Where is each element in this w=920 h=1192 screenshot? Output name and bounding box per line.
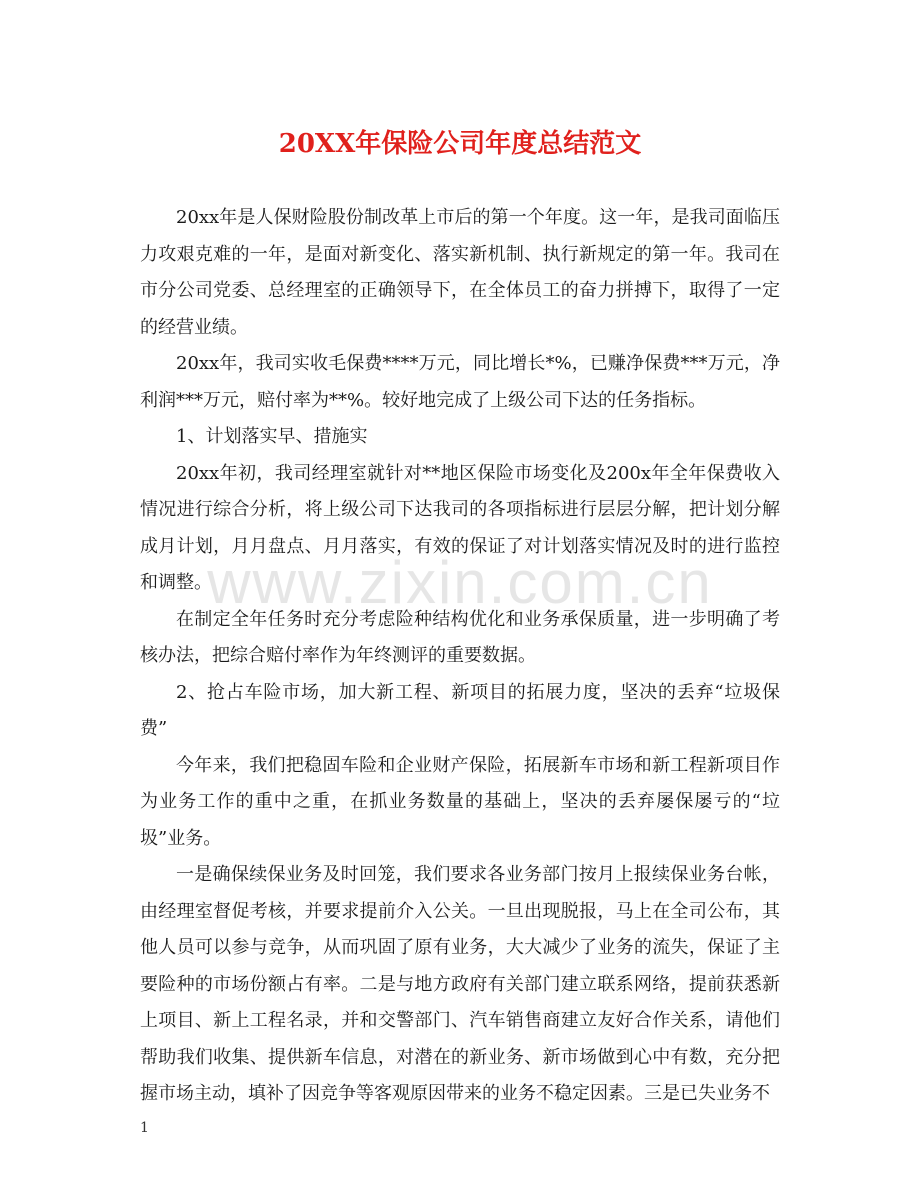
paragraph: 20xx年是人保财险股份制改革上市后的第一个年度。这一年，是我司面临压力攻艰克难的一年，是面对新变化、落实新机制、执行新规定的第一年。我司在市分公司党委、总经理室的正确领导下，在全体员工的奋力拼搏下，取得了一定的经营业绩。: [140, 207, 780, 338]
watermark: www.zixin.com.cn: [207, 549, 713, 616]
paragraph: 20xx年，我司实收毛保费****万元，同比增长*%，已赚净保费***万元，净利润***万元，赔付率为**%。较好地完成了上级公司下达的任务指标。: [140, 353, 780, 411]
paragraph: 一是确保续保业务及时回笼，我们要求各业务部门按月上报续保业务台帐，由经理室督促考核，并要求提前介入公关。一旦出现脱报，马上在全司公布，其他人员可以参与竞争，从而巩固了原有业务，大大减少了业务的流失，保证了主要险种的市场份额占有率。二是与地方政府有关部门建立联系网络，提前获悉新上项目、新上工程名录，并和交警部门、汽车销售商建立友好合作关系，请他们帮助我们收集、提供新车信息，对潜在的新业务、新市场做到心中有数，充分把握市场主动，填补了因竞争等客观原因带来的业务不稳定因素。三是已失业务不: [140, 864, 780, 1104]
document-title: 20XX年保险公司年度总结范文: [278, 129, 642, 159]
paragraph: 在制定全年任务时充分考虑险种结构优化和业务承保质量，进一步明确了考核办法，把综合赔付率作为年终测评的重要数据。: [140, 608, 780, 666]
paragraph: 今年来，我们把稳固车险和企业财产保险，拓展新车市场和新工程新项目作为业务工作的重中之重，在抓业务数量的基础上，坚决的丢弃屡保屡亏的“垃圾”业务。: [140, 754, 780, 849]
paragraph: 20xx年初，我司经理室就针对**地区保险市场变化及200x年全年保费收入情况进行综合分析，将上级公司下达我司的各项指标进行层层分解，把计划分解成月计划，月月盘点、月月落实，有效的保证了对计划落实情况及时的进行监控和调整。: [140, 462, 780, 593]
section-heading: 2、抢占车险市场，加大新工程、新项目的拓展力度，坚决的丢弃“垃圾保费”: [140, 681, 780, 739]
document-body: [140, 200, 780, 1113]
page-number: 1: [140, 1120, 149, 1136]
section-heading: 1、计划落实早、措施实: [176, 426, 368, 447]
